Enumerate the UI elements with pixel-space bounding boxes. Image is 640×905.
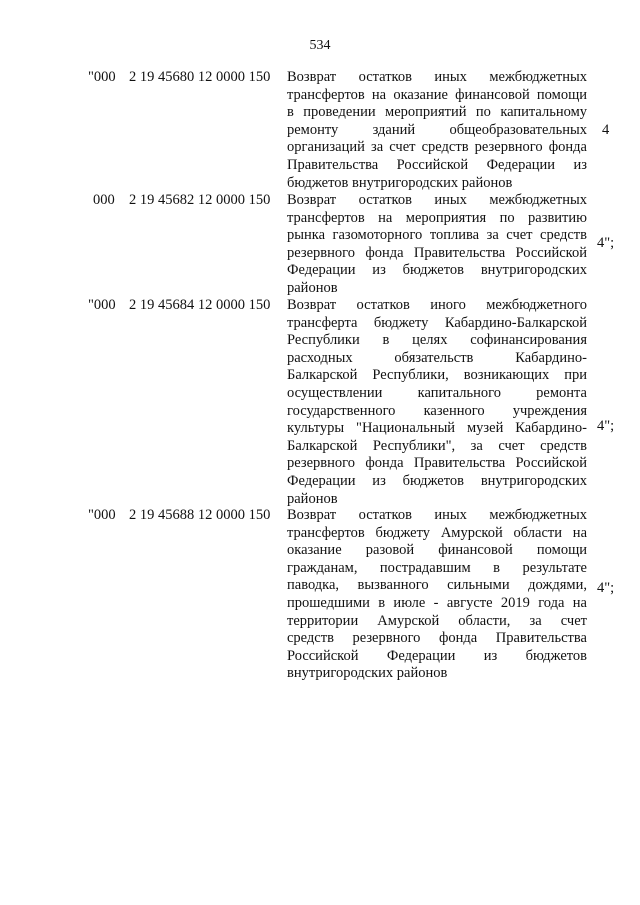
budget-code: 2 19 45684 12 0000 150 [129,297,271,313]
description-line: Республики в целях софинансирования [287,332,587,349]
description-line: в проведении мероприятий по капитальному [287,104,587,121]
code-prefix: "000 [88,297,116,313]
description-line: районов [287,490,338,507]
description-line: Возврат остатков иных межбюджетных [287,507,587,523]
code-prefix: "000 [88,507,116,523]
budget-code: 2 19 45680 12 0000 150 [129,69,271,85]
description-line: Федерации из бюджетов внутригородских [287,262,587,279]
value-cell: 4"; [597,418,615,434]
description-line: организаций за счет средств резервного фонда [287,139,587,156]
description-line: районов [287,279,338,296]
budget-code: 2 19 45688 12 0000 150 [129,507,271,523]
description-line: расходных обязательств Кабардино- [287,349,587,366]
description-line: Федерации из бюджетов внутригородских [287,472,587,489]
description-line: гражданам, пострадавшим в результате [287,559,587,576]
description-line: государственного казенного учреждения [287,402,587,419]
description-line: Возврат остатков иного межбюджетного [287,297,587,313]
code-prefix: "000 [88,69,116,85]
description-line: Правительства Российской Федерации из [287,156,587,173]
description-line: осуществлении капитального ремонта [287,384,587,401]
description-line: трансфертов бюджету Амурской области на [287,524,587,541]
value-cell: 4 [602,122,610,138]
entry-description [287,69,587,192]
description-line: резервного фонда Правительства Российской [287,244,587,261]
code-prefix: 000 [93,192,115,208]
description-line: культуры "Национальный музей Кабардино- [287,420,587,437]
description-line: Возврат остатков иных межбюджетных [287,69,587,85]
budget-code: 2 19 45682 12 0000 150 [129,192,271,208]
entry-description [287,297,587,508]
value-cell: 4"; [597,580,615,596]
value-cell: 4"; [597,235,615,251]
description-line: прошедшими в июле - августе 2019 года на [287,594,587,611]
description-line: бюджетов внутригородских районов [287,174,513,191]
description-line: внутригородских районов [287,665,448,682]
page-number: 534 [309,38,331,53]
description-line: трансферта бюджету Кабардино-Балкарской [287,314,587,331]
description-line: территории Амурской области, за счет [287,612,587,629]
description-line: резервного фонда Правительства Российской [287,455,587,472]
description-line: ремонту зданий общеобразовательных [287,121,587,138]
description-line: Балкарской Республики, возникающих при [287,367,587,384]
description-line: рынка газомоторного топлива за счет средств [287,227,587,244]
description-line: Возврат остатков иных межбюджетных [287,192,587,208]
description-line: Российской Федерации из бюджетов [287,647,587,664]
description-line: трансфертов на мероприятия по развитию [287,209,587,226]
description-line: паводка, вызванного сильными дождями, [287,577,587,594]
description-line: трансфертов на оказание финансовой помощи [287,86,587,103]
description-line: Балкарской Республики", за счет средств [287,437,587,454]
entry-description [287,507,587,683]
description-line: оказание разовой финансовой помощи [287,542,587,559]
description-line: средств резервного фонда Правительства [287,630,587,647]
entry-description [287,192,587,298]
